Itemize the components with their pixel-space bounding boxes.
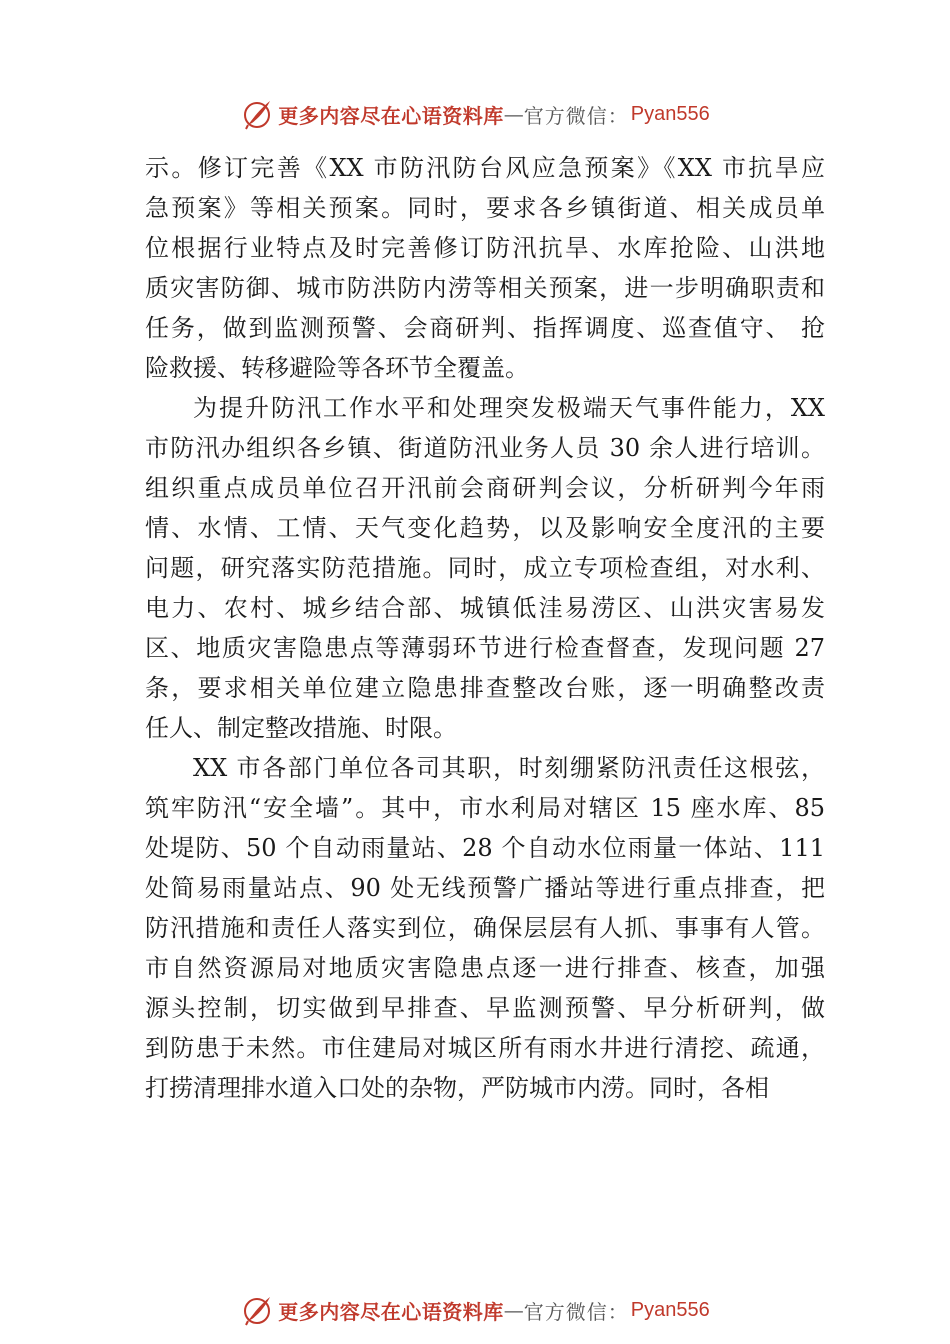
text-line: 防汛措施和责任人落实到位，确保层层有人抓、事事有人管。 — [145, 914, 825, 942]
text-line: 为提升防汛工作水平和处理突发极端天气事件能力，XX — [193, 394, 825, 422]
banner-lead-text: 更多内容尽在心语资料库 — [278, 103, 504, 128]
text-line: 质灾害防御、城市防洪防内涝等相关预案，进一步明确职责和 — [145, 274, 825, 302]
text-line: 情、水情、工情、天气变化趋势，以及影响安全度汛的主要 — [145, 514, 825, 542]
text-line: 任人、制定整改措施、时限。 — [145, 714, 457, 742]
banner-wechat-id: Pyan556 — [630, 102, 710, 125]
text-line: 筑牢防汛“安全墙”。其中，市水利局对辖区 15 座水库、85 — [145, 794, 825, 822]
banner-dash: — — [503, 102, 524, 126]
banner-official-label: 官方微信： — [523, 1299, 629, 1324]
text-line: 到防患于未然。市住建局对城区所有雨水井进行清挖、疏通， — [145, 1034, 825, 1062]
banner-lead-text: 更多内容尽在心语资料库 — [278, 1299, 504, 1324]
paragraph — [145, 148, 825, 388]
text-line: 处简易雨量站点、90 处无线预警广播站等进行重点排查，把 — [145, 874, 825, 902]
text-line: 险救援、转移避险等各环节全覆盖。 — [145, 354, 529, 382]
document-body — [145, 148, 825, 1108]
text-line: 处堤防、50 个自动雨量站、28 个自动水位雨量一体站、111 — [145, 834, 825, 862]
banner-wechat-id: Pyan556 — [630, 1298, 710, 1321]
quill-logo-icon — [240, 97, 274, 131]
banner-official-label: 官方微信： — [523, 103, 629, 128]
header-banner — [0, 94, 950, 134]
text-line: 市自然资源局对地质灾害隐患点逐一进行排查、核查，加强 — [145, 954, 825, 982]
banner-dash: — — [503, 1298, 524, 1322]
text-line: 源头控制，切实做到早排查、早监测预警、早分析研判，做 — [145, 994, 825, 1022]
text-line: 位根据行业特点及时完善修订防汛抗旱、水库抢险、山洪地 — [145, 234, 825, 262]
text-line: 组织重点成员单位召开汛前会商研判会议，分析研判今年雨 — [145, 474, 825, 502]
text-line: 打捞清理排水道入口处的杂物，严防城市内涝。同时，各相 — [145, 1074, 769, 1102]
paragraph — [145, 388, 825, 748]
text-line: 区、地质灾害隐患点等薄弱环节进行检查督查，发现问题 27 — [145, 634, 825, 662]
text-line: 市防汛办组织各乡镇、街道防汛业务人员 30 余人进行培训。 — [145, 434, 825, 462]
text-line: 条，要求相关单位建立隐患排查整改台账，逐一明确整改责 — [145, 674, 825, 702]
text-line: 问题，研究落实防范措施。同时，成立专项检查组，对水利、 — [145, 554, 825, 582]
text-line: XX 市各部门单位各司其职，时刻绷紧防汛责任这根弦， — [193, 754, 825, 782]
text-line: 任务，做到监测预警、会商研判、指挥调度、巡查值守、 抢 — [145, 314, 825, 342]
text-line: 急预案》等相关预案。同时，要求各乡镇街道、相关成员单 — [145, 194, 825, 222]
text-line: 电力、农村、城乡结合部、城镇低洼易涝区、山洪灾害易发 — [145, 594, 825, 622]
quill-logo-icon — [240, 1293, 274, 1327]
paragraph — [145, 748, 825, 1108]
text-line: 示。修订完善《XX 市防汛防台风应急预案》《XX 市抗旱应 — [145, 154, 825, 182]
footer-banner — [0, 1290, 950, 1330]
